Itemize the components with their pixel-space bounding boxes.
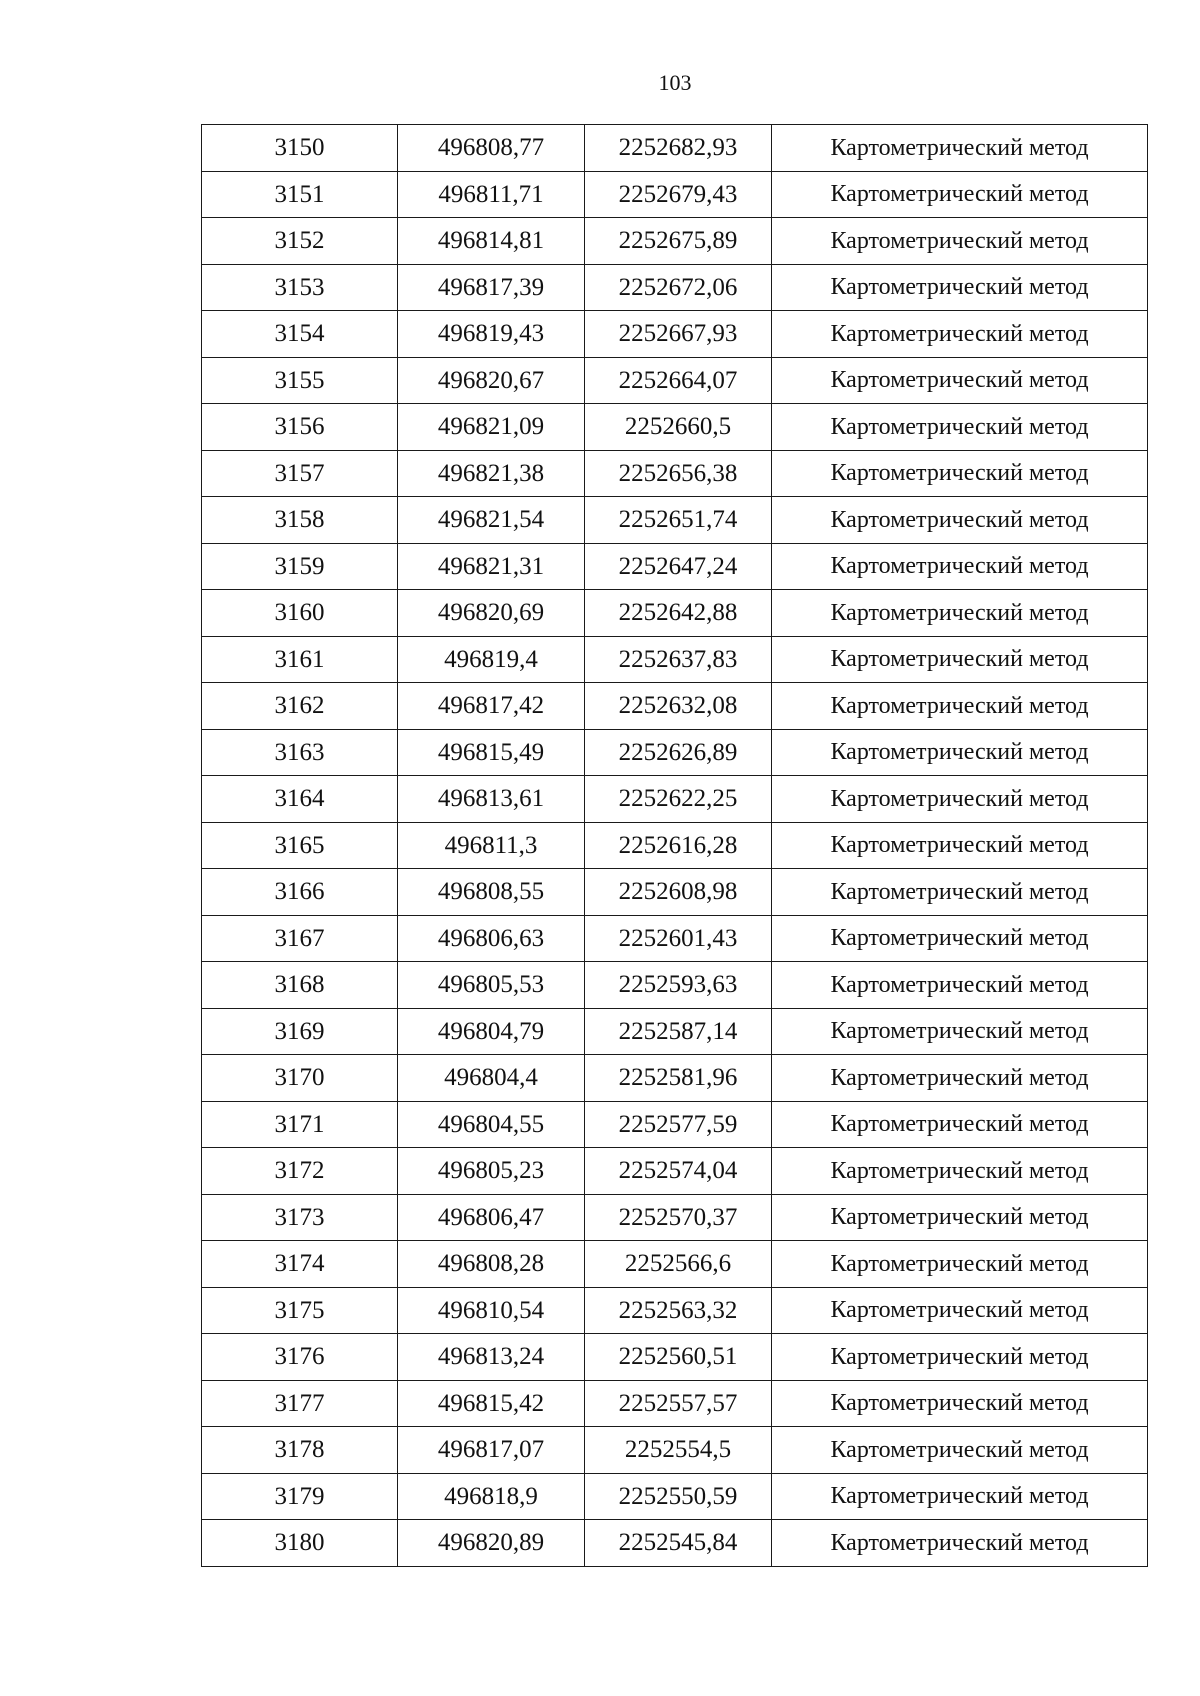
table-row [202,1380,1148,1427]
method-cell: Картометрический метод [772,311,1148,358]
x-coordinate-cell: 496819,43 [398,311,585,358]
x-coordinate-cell: 496815,49 [398,729,585,776]
x-coordinate-cell: 496817,07 [398,1427,585,1474]
x-coordinate-cell: 496821,54 [398,497,585,544]
y-coordinate-cell: 2252570,37 [585,1194,772,1241]
x-coordinate-cell: 496817,39 [398,264,585,311]
x-coordinate-cell: 496813,24 [398,1334,585,1381]
method-cell: Картометрический метод [772,1008,1148,1055]
method-cell: Картометрический метод [772,683,1148,730]
table-row [202,1241,1148,1288]
point-number-cell: 3163 [202,729,398,776]
y-coordinate-cell: 2252554,5 [585,1427,772,1474]
y-coordinate-cell: 2252545,84 [585,1520,772,1567]
y-coordinate-cell: 2252616,28 [585,822,772,869]
table-row [202,543,1148,590]
point-number-cell: 3175 [202,1287,398,1334]
y-coordinate-cell: 2252608,98 [585,869,772,916]
y-coordinate-cell: 2252626,89 [585,729,772,776]
method-cell: Картометрический метод [772,1473,1148,1520]
table-row [202,729,1148,776]
coordinates-table-body [202,125,1148,1567]
y-coordinate-cell: 2252682,93 [585,125,772,172]
x-coordinate-cell: 496808,55 [398,869,585,916]
table-row [202,171,1148,218]
coordinates-table [201,124,1148,1567]
table-row [202,1101,1148,1148]
point-number-cell: 3159 [202,543,398,590]
table-row [202,822,1148,869]
y-coordinate-cell: 2252581,96 [585,1055,772,1102]
table-row [202,776,1148,823]
point-number-cell: 3155 [202,357,398,404]
y-coordinate-cell: 2252566,6 [585,1241,772,1288]
x-coordinate-cell: 496806,63 [398,915,585,962]
x-coordinate-cell: 496817,42 [398,683,585,730]
method-cell: Картометрический метод [772,962,1148,1009]
point-number-cell: 3171 [202,1101,398,1148]
y-coordinate-cell: 2252642,88 [585,590,772,637]
point-number-cell: 3172 [202,1148,398,1195]
method-cell: Картометрический метод [772,1287,1148,1334]
method-cell: Картометрический метод [772,218,1148,265]
x-coordinate-cell: 496804,79 [398,1008,585,1055]
table-row [202,683,1148,730]
y-coordinate-cell: 2252557,57 [585,1380,772,1427]
table-row [202,636,1148,683]
y-coordinate-cell: 2252560,51 [585,1334,772,1381]
table-row [202,1334,1148,1381]
x-coordinate-cell: 496819,4 [398,636,585,683]
point-number-cell: 3178 [202,1427,398,1474]
x-coordinate-cell: 496811,3 [398,822,585,869]
x-coordinate-cell: 496813,61 [398,776,585,823]
point-number-cell: 3176 [202,1334,398,1381]
table-row [202,357,1148,404]
point-number-cell: 3169 [202,1008,398,1055]
point-number-cell: 3174 [202,1241,398,1288]
table-row [202,869,1148,916]
x-coordinate-cell: 496808,77 [398,125,585,172]
x-coordinate-cell: 496804,4 [398,1055,585,1102]
method-cell: Картометрический метод [772,869,1148,916]
table-row [202,450,1148,497]
method-cell: Картометрический метод [772,636,1148,683]
point-number-cell: 3180 [202,1520,398,1567]
y-coordinate-cell: 2252550,59 [585,1473,772,1520]
method-cell: Картометрический метод [772,404,1148,451]
method-cell: Картометрический метод [772,1101,1148,1148]
y-coordinate-cell: 2252651,74 [585,497,772,544]
point-number-cell: 3153 [202,264,398,311]
table-row [202,962,1148,1009]
method-cell: Картометрический метод [772,1241,1148,1288]
method-cell: Картометрический метод [772,1055,1148,1102]
point-number-cell: 3151 [202,171,398,218]
x-coordinate-cell: 496804,55 [398,1101,585,1148]
method-cell: Картометрический метод [772,1148,1148,1195]
point-number-cell: 3165 [202,822,398,869]
table-row [202,1287,1148,1334]
x-coordinate-cell: 496810,54 [398,1287,585,1334]
point-number-cell: 3179 [202,1473,398,1520]
table-row [202,218,1148,265]
y-coordinate-cell: 2252675,89 [585,218,772,265]
x-coordinate-cell: 496805,53 [398,962,585,1009]
y-coordinate-cell: 2252667,93 [585,311,772,358]
point-number-cell: 3150 [202,125,398,172]
method-cell: Картометрический метод [772,1520,1148,1567]
method-cell: Картометрический метод [772,822,1148,869]
y-coordinate-cell: 2252672,06 [585,264,772,311]
method-cell: Картометрический метод [772,776,1148,823]
x-coordinate-cell: 496820,67 [398,357,585,404]
method-cell: Картометрический метод [772,1427,1148,1474]
table-row [202,125,1148,172]
table-row [202,497,1148,544]
y-coordinate-cell: 2252632,08 [585,683,772,730]
method-cell: Картометрический метод [772,357,1148,404]
y-coordinate-cell: 2252593,63 [585,962,772,1009]
point-number-cell: 3173 [202,1194,398,1241]
method-cell: Картометрический метод [772,729,1148,776]
table-row [202,1194,1148,1241]
method-cell: Картометрический метод [772,1380,1148,1427]
x-coordinate-cell: 496821,09 [398,404,585,451]
x-coordinate-cell: 496811,71 [398,171,585,218]
y-coordinate-cell: 2252647,24 [585,543,772,590]
x-coordinate-cell: 496806,47 [398,1194,585,1241]
x-coordinate-cell: 496814,81 [398,218,585,265]
point-number-cell: 3164 [202,776,398,823]
method-cell: Картометрический метод [772,171,1148,218]
table-row [202,1520,1148,1567]
point-number-cell: 3154 [202,311,398,358]
page-number: 103 [658,70,692,95]
y-coordinate-cell: 2252574,04 [585,1148,772,1195]
point-number-cell: 3158 [202,497,398,544]
x-coordinate-cell: 496821,38 [398,450,585,497]
method-cell: Картометрический метод [772,264,1148,311]
y-coordinate-cell: 2252664,07 [585,357,772,404]
table-row [202,264,1148,311]
table-row [202,590,1148,637]
point-number-cell: 3166 [202,869,398,916]
table-row [202,1473,1148,1520]
point-number-cell: 3156 [202,404,398,451]
y-coordinate-cell: 2252637,83 [585,636,772,683]
point-number-cell: 3170 [202,1055,398,1102]
point-number-cell: 3152 [202,218,398,265]
x-coordinate-cell: 496808,28 [398,1241,585,1288]
table-row [202,1055,1148,1102]
method-cell: Картометрический метод [772,590,1148,637]
y-coordinate-cell: 2252601,43 [585,915,772,962]
method-cell: Картометрический метод [772,1194,1148,1241]
y-coordinate-cell: 2252622,25 [585,776,772,823]
x-coordinate-cell: 496815,42 [398,1380,585,1427]
point-number-cell: 3161 [202,636,398,683]
method-cell: Картометрический метод [772,1334,1148,1381]
y-coordinate-cell: 2252577,59 [585,1101,772,1148]
method-cell: Картометрический метод [772,915,1148,962]
point-number-cell: 3160 [202,590,398,637]
y-coordinate-cell: 2252660,5 [585,404,772,451]
method-cell: Картометрический метод [772,125,1148,172]
x-coordinate-cell: 496805,23 [398,1148,585,1195]
table-row [202,1148,1148,1195]
y-coordinate-cell: 2252679,43 [585,171,772,218]
point-number-cell: 3177 [202,1380,398,1427]
x-coordinate-cell: 496821,31 [398,543,585,590]
method-cell: Картометрический метод [772,543,1148,590]
y-coordinate-cell: 2252587,14 [585,1008,772,1055]
table-row [202,1427,1148,1474]
y-coordinate-cell: 2252563,32 [585,1287,772,1334]
table-row [202,311,1148,358]
point-number-cell: 3157 [202,450,398,497]
x-coordinate-cell: 496820,69 [398,590,585,637]
method-cell: Картометрический метод [772,450,1148,497]
table-row [202,404,1148,451]
point-number-cell: 3168 [202,962,398,1009]
point-number-cell: 3162 [202,683,398,730]
method-cell: Картометрический метод [772,497,1148,544]
y-coordinate-cell: 2252656,38 [585,450,772,497]
x-coordinate-cell: 496818,9 [398,1473,585,1520]
table-row [202,1008,1148,1055]
table-row [202,915,1148,962]
point-number-cell: 3167 [202,915,398,962]
x-coordinate-cell: 496820,89 [398,1520,585,1567]
